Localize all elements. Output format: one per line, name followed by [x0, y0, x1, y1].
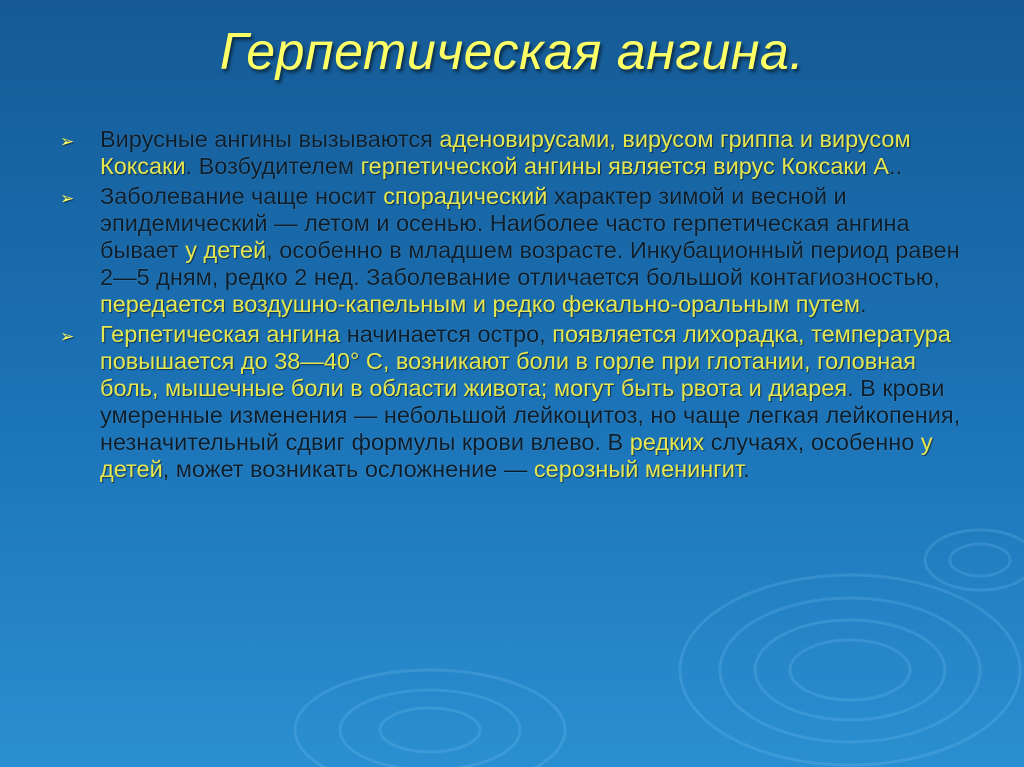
arrow-bullet-icon: ➢ — [60, 189, 75, 208]
body-text: .. — [889, 153, 903, 179]
highlighted-text: Герпетическая ангина — [100, 321, 341, 347]
highlighted-text: передается воздушно-капельным и редко фекально-оральным путем — [100, 291, 861, 317]
bullet-text — [100, 183, 970, 318]
body-text: Заболевание чаще носит — [100, 183, 384, 209]
highlighted-text: появляется лихорадка, температура повышается до 38—40° С, возникают боли в горле при глотании, головная боль, мышечные боли в области живота; могут быть рвота и диарея — [100, 321, 951, 401]
bullet-list — [60, 126, 970, 486]
body-text: . В крови умеренные изменения — небольшой лейкоцитоз, но чаще легкая лейкопения, незначительный сдвиг формулы крови влево. В — [100, 375, 961, 455]
body-text: . — [743, 456, 750, 482]
highlighted-text: серозный менингит — [533, 456, 744, 482]
arrow-bullet-icon: ➢ — [60, 132, 75, 151]
bullet-text — [100, 321, 970, 483]
body-text: случаях, особенно — [704, 429, 921, 455]
slide-title: Герпетическая ангина. — [219, 23, 805, 81]
highlighted-text: спорадический — [383, 183, 548, 209]
bullet-item — [60, 183, 970, 318]
body-text: . Возбудителем — [185, 153, 361, 179]
highlighted-text: редких — [629, 429, 705, 455]
body-text: , может возникать осложнение — — [162, 456, 534, 482]
body-text: характер зимой и весной и эпидемический — летом и осенью. Наиболее часто герпетическая ангина бывает — [100, 183, 910, 263]
body-text: . — [860, 291, 867, 317]
body-text: Вирусные ангины вызываются — [100, 126, 440, 152]
body-text: начинается остро, — [340, 321, 553, 347]
body-text: , особенно в младшем возрасте. Инкубационный период равен 2—5 дням, редко 2 нед. Заболевание отличается большой контагиозностью, — [100, 237, 960, 290]
highlighted-text: герпетической ангины является вирус Коксаки А — [360, 153, 890, 179]
highlighted-text: аденовирусами, вирусом гриппа и вирусом Коксаки — [100, 126, 911, 179]
highlighted-text: у детей — [100, 429, 933, 482]
bullet-text — [100, 126, 970, 180]
highlighted-text: у детей — [185, 237, 267, 263]
bullet-item — [60, 126, 970, 180]
arrow-bullet-icon: ➢ — [60, 327, 75, 346]
bullet-item — [60, 321, 970, 483]
